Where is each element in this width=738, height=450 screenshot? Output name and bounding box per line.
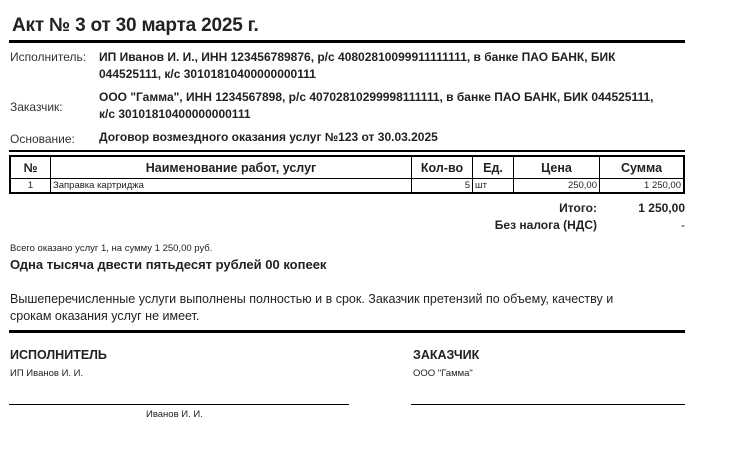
header-num: № xyxy=(10,156,51,179)
cell-sum: 1 250,00 xyxy=(600,179,685,194)
executor-signature-heading: ИСПОЛНИТЕЛЬ xyxy=(10,348,107,362)
vat-row xyxy=(385,218,685,234)
completion-statement: Вышеперечисленные услуги выполнены полностью и в срок. Заказчик претензий по объему, качеству и срокам оказания услуг не имеет. xyxy=(10,292,614,323)
total-label: Итого: xyxy=(559,201,597,215)
title-divider xyxy=(9,40,685,43)
basis-label: Основание: xyxy=(10,132,75,146)
total-row xyxy=(385,201,685,217)
basis-value: Договор возмездного оказания услуг №123 от 30.03.2025 xyxy=(99,130,438,144)
header-unit: Ед. xyxy=(473,156,514,179)
executor-signature-line xyxy=(9,404,349,405)
cell-name: Заправка картриджа xyxy=(51,179,412,194)
amount-in-words: Одна тысяча двести пятьдесят рублей 00 копеек xyxy=(10,257,327,272)
table-header-row xyxy=(10,156,684,179)
header-price: Цена xyxy=(514,156,600,179)
header-qty: Кол-во xyxy=(412,156,473,179)
header-name: Наименование работ, услуг xyxy=(51,156,412,179)
customer-value: ООО "Гамма", ИНН 1234567898, р/с 40702810299998111111, в банке ПАО БАНК, БИК 044525111, к/с 30101810400000000111 xyxy=(99,90,654,121)
table-row xyxy=(10,179,684,194)
services-table xyxy=(9,155,685,194)
cell-price: 250,00 xyxy=(514,179,600,194)
cell-qty: 5 xyxy=(412,179,473,194)
executor-signature-org: ИП Иванов И. И. xyxy=(10,368,84,379)
vat-label: Без налога (НДС) xyxy=(494,218,597,232)
total-value: 1 250,00 xyxy=(638,201,685,215)
basis-row xyxy=(10,129,710,147)
customer-label: Заказчик: xyxy=(10,100,63,114)
executor-signer-name: Иванов И. И. xyxy=(146,409,203,420)
customer-signature-line xyxy=(411,404,685,405)
services-count-line: Всего оказано услуг 1, на сумму 1 250,00 руб. xyxy=(10,243,213,254)
cell-num: 1 xyxy=(10,179,51,194)
statement-divider xyxy=(9,330,685,333)
parties-divider xyxy=(9,150,685,152)
customer-signature-org: ООО "Гамма" xyxy=(413,368,473,379)
document-title: Акт № 3 от 30 марта 2025 г. xyxy=(12,15,259,36)
customer-row xyxy=(10,89,710,125)
cell-unit: шт xyxy=(473,179,514,194)
executor-label: Исполнитель: xyxy=(10,50,87,64)
vat-value: - xyxy=(681,218,685,232)
executor-row xyxy=(10,49,710,85)
customer-signature-heading: ЗАКАЗЧИК xyxy=(413,348,480,362)
executor-value: ИП Иванов И. И., ИНН 123456789876, р/с 40802810099911111111, в банке ПАО БАНК, БИК 044525111, к/с 30101810400000000111 xyxy=(99,50,616,81)
header-sum: Сумма xyxy=(600,156,685,179)
